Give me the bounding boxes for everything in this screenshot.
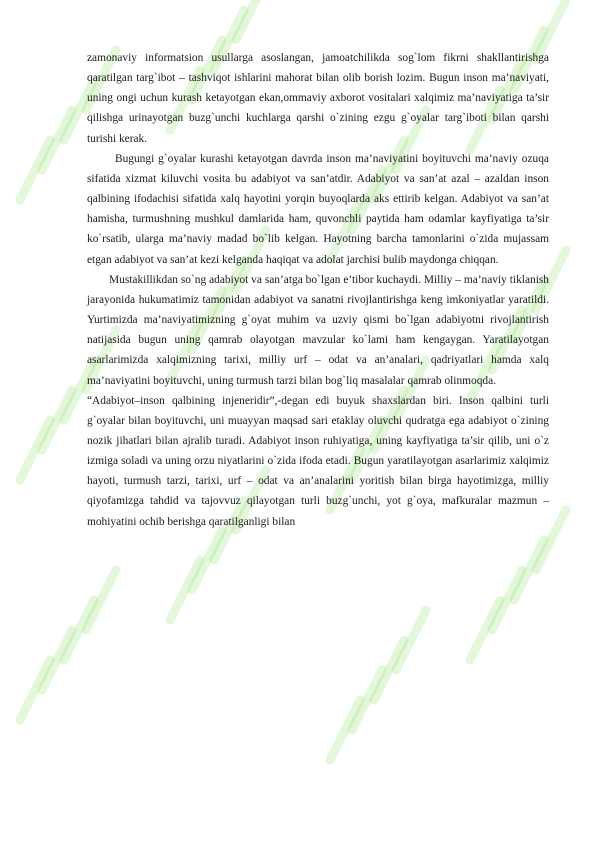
watermark-stroke	[170, 560, 200, 620]
body-text	[87, 48, 549, 532]
watermark-stroke	[236, 0, 266, 40]
paragraph-4: “Adabiyot–inson qalbining injeneridir”,-degan edi buyuk shaxslardan biri. Inson qalbini turli g`oyalar bilan boyituvchi, uni muayyan maqsad sari etaklay oluvchi qudratga ega adabiyot o`zining nozik jihatlari bilan ajralib turadi. Adabiyot inson ruhiyatiga, uning kayfiyatiga ta’sir qilib, uni o`z izmiga soladi va uning orzu niyatlarini o`zida ifoda etadi. Bugun yaratilayotgan asarlarimiz xalqimiz hayoti, turmush tarzi, tarixi, urf – odat va an’analarini yoritish bilan birga hayotimizga, milliy qiyofamizga tahdid va tajovvuz qilayotgan turli buzg`unchi, yot g`oya, mafkuralar mazmun – mohiyatini ochib berishga qaratilganligi bilan	[87, 394, 549, 528]
watermark-stroke	[64, 600, 94, 660]
watermark-stroke	[86, 570, 116, 630]
watermark-stroke	[42, 630, 72, 690]
watermark-stroke	[492, 570, 522, 630]
watermark-stroke	[330, 700, 360, 760]
watermark-stroke	[42, 390, 72, 450]
watermark-stroke	[396, 610, 426, 670]
watermark-stroke	[20, 420, 50, 480]
watermark-stroke	[374, 640, 404, 700]
watermark-stroke	[20, 140, 50, 200]
paragraph-2: Bugungi g`oyalar kurashi ketayotgan davrda inson ma’naviyatini boyituvchi ma’naviy ozuqa sifatida xizmat kiluvchi vosita bu adabiyot va san’atdir. Adabiyot va san’at azal – azaldan inson qalbining ifodachisi sifatida xalq hayotini yorqin buyoqlarda aks ettirib kelgan. Adabiyot va san’at hamisha, turmushning mushkul damlarida ham, quvonchli paytida ham odamlar kayfiyatiga ta’sir ko`rsatib, ularga ma’naviy madad bo`lib kelgan. Hayotning barcha tamonlarini o`zida mujassam etgan adabiyot va san’at kezi kelganda haqiqat va adolat jarchisi bulib maydonga chiqqan.	[87, 152, 549, 266]
watermark-stroke	[470, 600, 500, 660]
watermark-stroke	[192, 530, 222, 590]
watermark-stroke	[42, 110, 72, 170]
watermark-stroke	[20, 660, 50, 720]
paragraph-1: zamonaviy informatsion usullarga asoslangan, jamoatchilikda sog`lom fikrni shakllantirishga qaratilgan targ`ibot – tashviqot ishlarini mahorat bilan olib borish lozim. Bugun inson ma’naviyati, uning ongi uchun kurash ketayotgan ekan,ommaviy axborot vositalari xalqimiz ma’naviyatiga ta’sir qilishga urinayotgan buzg`unchi kuchlarga qarshi o`zining ezgu g`oyalar targ`iboti bilan qarshi turishi kerak.	[87, 52, 549, 145]
paragraph-3: Mustakillikdan so`ng adabiyot va san’atga bo`lgan e’tibor kuchaydi. Milliy – ma’naviy tiklanish jarayonida hukumatimiz tamonidan adabiyot va sanatni rivojlantirishga keng imkoniyatlar yaratildi. Yurtimizda ma’naviyatimizning g`oyat muhim va uzviy qismi bo`lgan adabiyotni rivojlantirish natijasida bugun uning qamrab olayotgan mavzular ko`lami ham kengaygan. Yaratilayotgan asarlarimizda xalqimizning tarixi, milliy urf – odat va an’analari, qadriyatlari hamda xalq ma’naviyatini boyituvchi, uning turmush tarzi bilan bog`liq masalalar qamrab olinmoqda.	[87, 273, 549, 387]
watermark-stroke	[352, 670, 382, 730]
watermark-stroke	[514, 540, 544, 600]
